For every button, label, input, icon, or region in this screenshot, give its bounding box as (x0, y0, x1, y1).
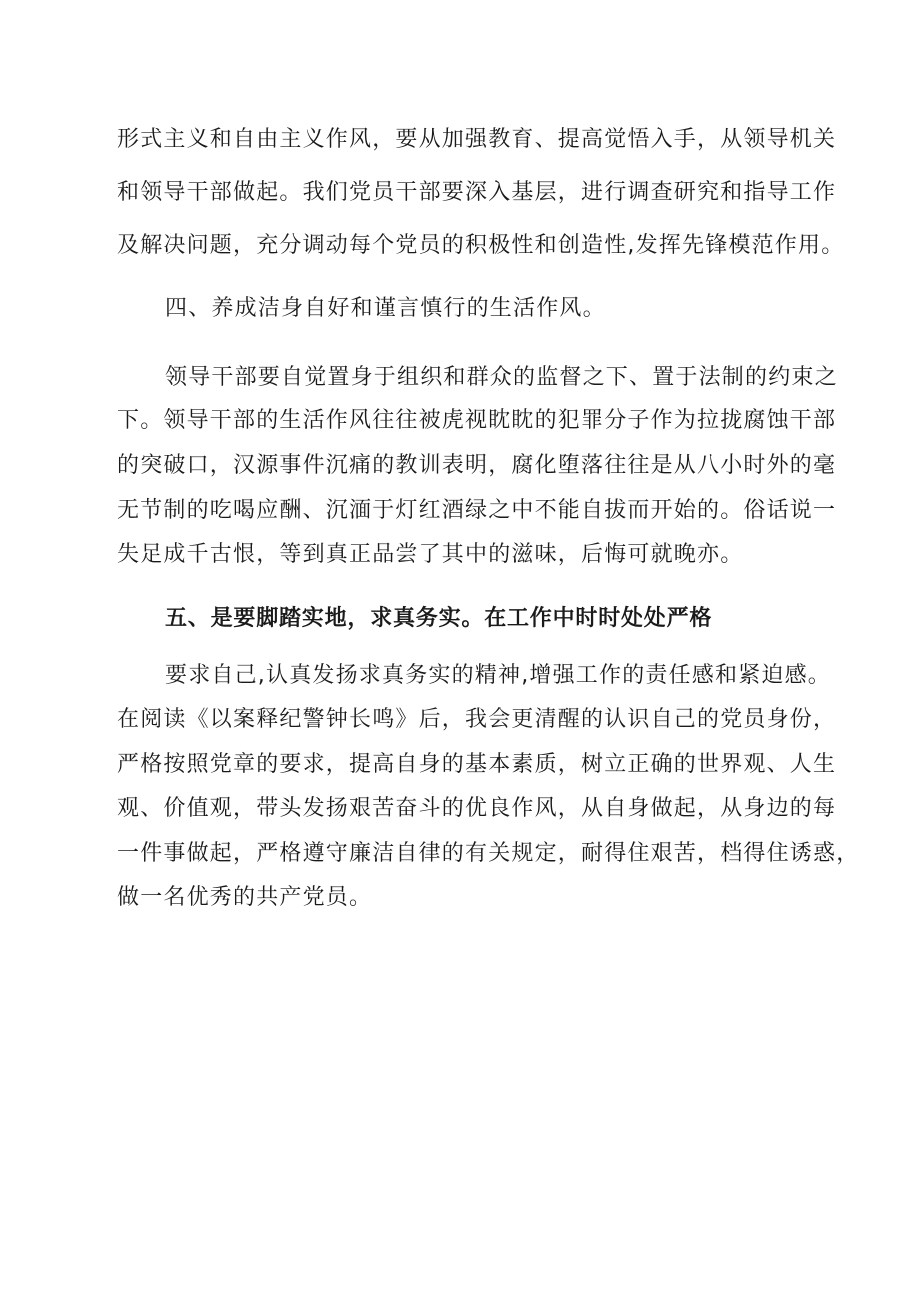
paragraph-3-line-2: 在阅读《以案释纪警钟长鸣》后，我会更清醒的认识自己的党员身份， (117, 707, 837, 732)
paragraph-3-line-1: 要求自己,认真发扬求真务实的精神,增强工作的责任感和紧迫感。 (165, 663, 831, 688)
paragraph-2-line-5: 失足成千古恨，等到真正品尝了其中的滋味，后悔可就晚亦。 (117, 542, 744, 567)
paragraph-1-line-3: 及解决问题，充分调动每个党员的积极性和创造性,发挥先锋模范作用。 (117, 233, 845, 258)
paragraph-2-line-3: 的突破口，汉源事件沉痛的教训表明，腐化堕落往往是从八小时外的毫 (117, 453, 837, 478)
paragraph-2-line-1: 领导干部要自觉置身于组织和群众的监督之下、置于法制的约束之 (165, 365, 838, 390)
paragraph-1-line-2: 和领导干部做起。我们党员干部要深入基层，进行调查研究和指导工作 (117, 180, 837, 205)
paragraph-3-line-6: 做一名优秀的共产党员。 (117, 885, 373, 910)
paragraph-3-line-5: 一件事做起，严格遵守廉洁自律的有关规定，耐得住艰苦，档得住诱惑， (117, 841, 860, 866)
paragraph-3-line-3: 严格按照党章的要求，提高自身的基本素质，树立正确的世界观、人生 (117, 752, 837, 777)
paragraph-2-line-2: 下。领导干部的生活作风往往被虎视眈眈的犯罪分子作为拉拢腐蚀干部 (117, 408, 837, 433)
paragraph-1-line-1: 形式主义和自由主义作风，要从加强教育、提高觉悟入手，从领导机关 (117, 127, 837, 152)
paragraph-2-line-4: 无节制的吃喝应酬、沉湎于灯红酒绿之中不能自拔而开始的。俗话说一 (117, 498, 837, 523)
section-heading-4: 四、养成洁身自好和谨言慎行的生活作风。 (165, 296, 606, 321)
paragraph-3-line-4: 观、价值观，带头发扬艰苦奋斗的优良作风，从自身做起，从身边的每 (117, 796, 837, 821)
section-heading-5: 五、是要脚踏实地，求真务实。在工作中时时处处严格 (165, 606, 713, 631)
